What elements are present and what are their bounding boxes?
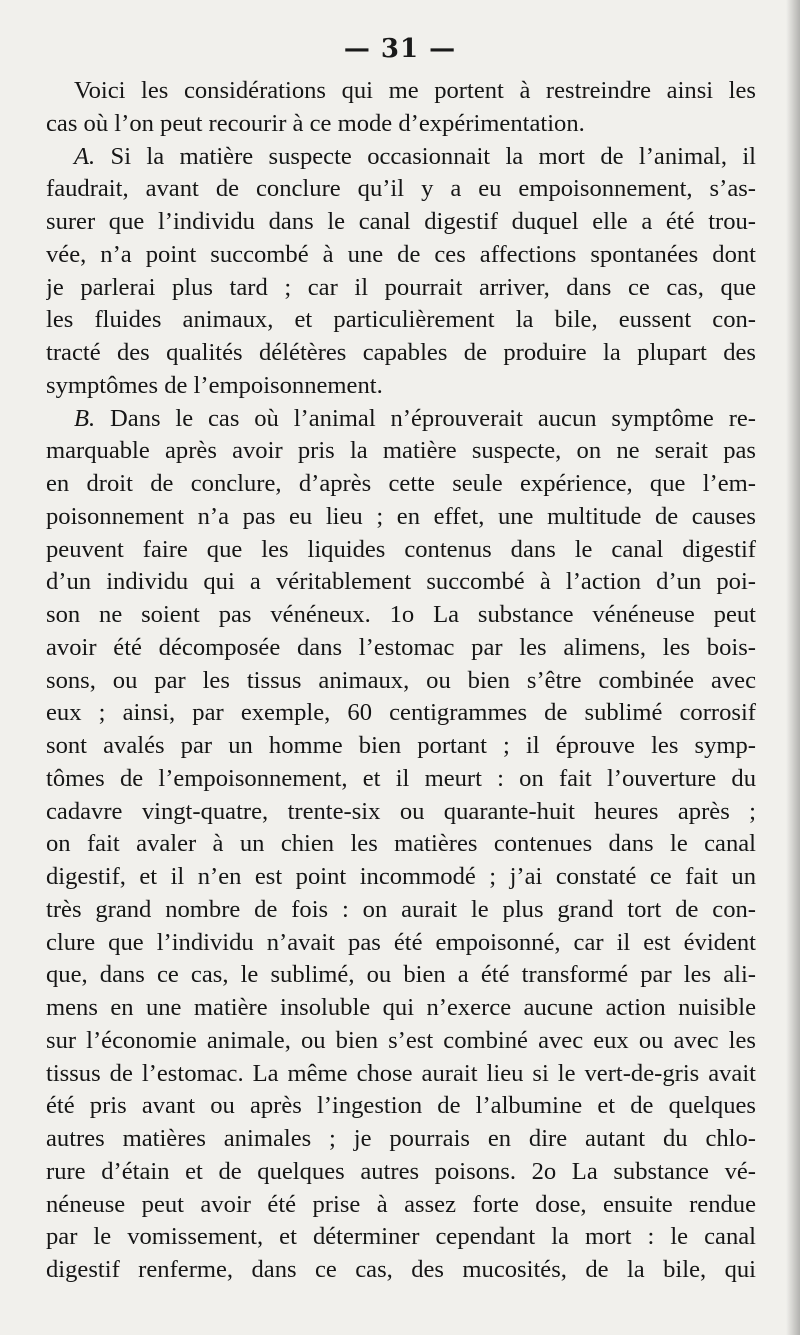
line-text: en droit de conclure, d’après cette seule expérience, que l’em- [46,470,756,497]
text-line [46,828,756,861]
line-text: avoir été décomposée dans l’estomac par les alimens, les bois- [46,633,756,661]
line-text: symptômes de l’empoisonnement. [46,371,383,399]
text-line [46,435,756,468]
line-text: tômes de l’empoisonnement, et il meurt : on fait l’ouverture du [46,764,756,792]
line-text: vée, n’a point succombé à une de ces affections spontanées dont [46,240,756,268]
line-text: peuvent faire que les liquides contenus dans le canal digestif [46,535,756,563]
line-text: marquable après avoir pris la matière suspecte, on ne serait pas [46,437,756,465]
text-line [46,1254,756,1287]
line-text: cadavre vingt-quatre, trente-six ou quarante-huit heures après ; [46,797,756,825]
line-text: cas où l’on peut recourir à ce mode d’expérimentation. [46,109,585,137]
line-text: Voici les considérations qui me portent à restreindre ainsi les [74,77,756,104]
text-line [46,894,756,927]
line-text: je parlerai plus tard ; car il pourrait arriver, dans ce cas, que [46,273,756,301]
line-text: Si la matière suspecte occasionnait la mort de l’animal, il [95,142,756,170]
line-text: on fait avaler à un chien les matières contenues dans le canal [46,830,756,858]
line-text: faudrait, avant de conclure qu’il y a eu empoisonnement, s’as- [46,175,756,203]
line-text: tissus de l’estomac. La même chose aurait lieu si le vert-de-gris avait [46,1059,756,1087]
line-text: eux ; ainsi, par exemple, 60 centigrammes de sublimé corrosif [46,699,756,727]
text-line [46,304,756,337]
text-line [46,75,756,108]
text-line [46,337,756,370]
text-line [46,697,756,730]
line-text: sur l’économie animale, ou bien s’est combiné avec eux ou avec les [46,1026,756,1054]
line-text: poisonnement n’a pas eu lieu ; en effet, une multitude de causes [46,502,756,530]
text-line [46,959,756,992]
line-text: très grand nombre de fois : on aurait le plus grand tort de con- [46,895,756,923]
line-text: par le vomissement, et déterminer cependant la mort : le canal [46,1223,756,1251]
line-text: rure d’étain et de quelques autres poisons. 2o La substance vé- [46,1157,756,1185]
text-line [46,370,756,403]
line-text: que, dans ce cas, le sublimé, ou bien a été transformé par les ali- [46,961,756,989]
text-line [46,1156,756,1189]
text-line [46,1189,756,1222]
line-text: digestif, et il n’en est point incommodé ; j’ai constaté ce fait un [46,863,756,890]
text-line [46,1090,756,1123]
section-marker: B. [74,404,96,432]
line-text: clure que l’individu n’avait pas été empoisonné, car il est évident [46,928,756,956]
text-line [46,468,756,501]
line-text: son ne soient pas vénéneux. 1o La substance vénéneuse peut [46,601,756,628]
text-line [46,1123,756,1156]
line-text: les fluides animaux, et particulièrement la bile, eussent con- [46,306,756,334]
line-text: mens en une matière insoluble qui n’exerce aucune action nuisible [46,994,756,1021]
line-text: tracté des qualités délétères capables de produire la plupart des [46,339,756,366]
text-line [46,141,756,174]
text-line [46,173,756,206]
text-line [46,566,756,599]
text-line [46,108,756,141]
text-line [46,927,756,960]
line-text: surer que l’individu dans le canal digestif duquel elle a été trou- [46,208,756,235]
line-text: sons, ou par les tissus animaux, ou bien s’être combinée avec [46,666,756,694]
text-line [46,239,756,272]
text-line [46,1058,756,1091]
text-line [46,534,756,567]
text-line [46,1025,756,1058]
text-line [46,730,756,763]
text-line [46,861,756,894]
text-line [46,992,756,1025]
text-line [46,796,756,829]
text-line [46,599,756,632]
body-text [46,75,756,1287]
text-line [46,403,756,436]
line-text: été pris avant ou après l’ingestion de l’albumine et de quelques [46,1092,756,1120]
text-line [46,665,756,698]
text-line [46,1221,756,1254]
line-text: néneuse peut avoir été prise à assez forte dose, ensuite rendue [46,1190,756,1218]
line-text: sont avalés par un homme bien portant ; il éprouve les symp- [46,732,756,759]
text-line [46,501,756,534]
page-number: — 31 — [343,34,457,64]
line-text: d’un individu qui a véritablement succombé à l’action d’un poi- [46,568,756,596]
text-line [46,206,756,239]
section-marker: A. [74,142,96,170]
line-text: autres matières animales ; je pourrais en dire autant du chlo- [46,1125,756,1152]
line-text: digestif renferme, dans ce cas, des mucosités, de la bile, qui [46,1256,756,1283]
text-line [46,272,756,305]
text-line [46,632,756,665]
line-text: Dans le cas où l’animal n’éprouverait aucun symptôme re- [95,404,756,432]
text-line [46,763,756,796]
